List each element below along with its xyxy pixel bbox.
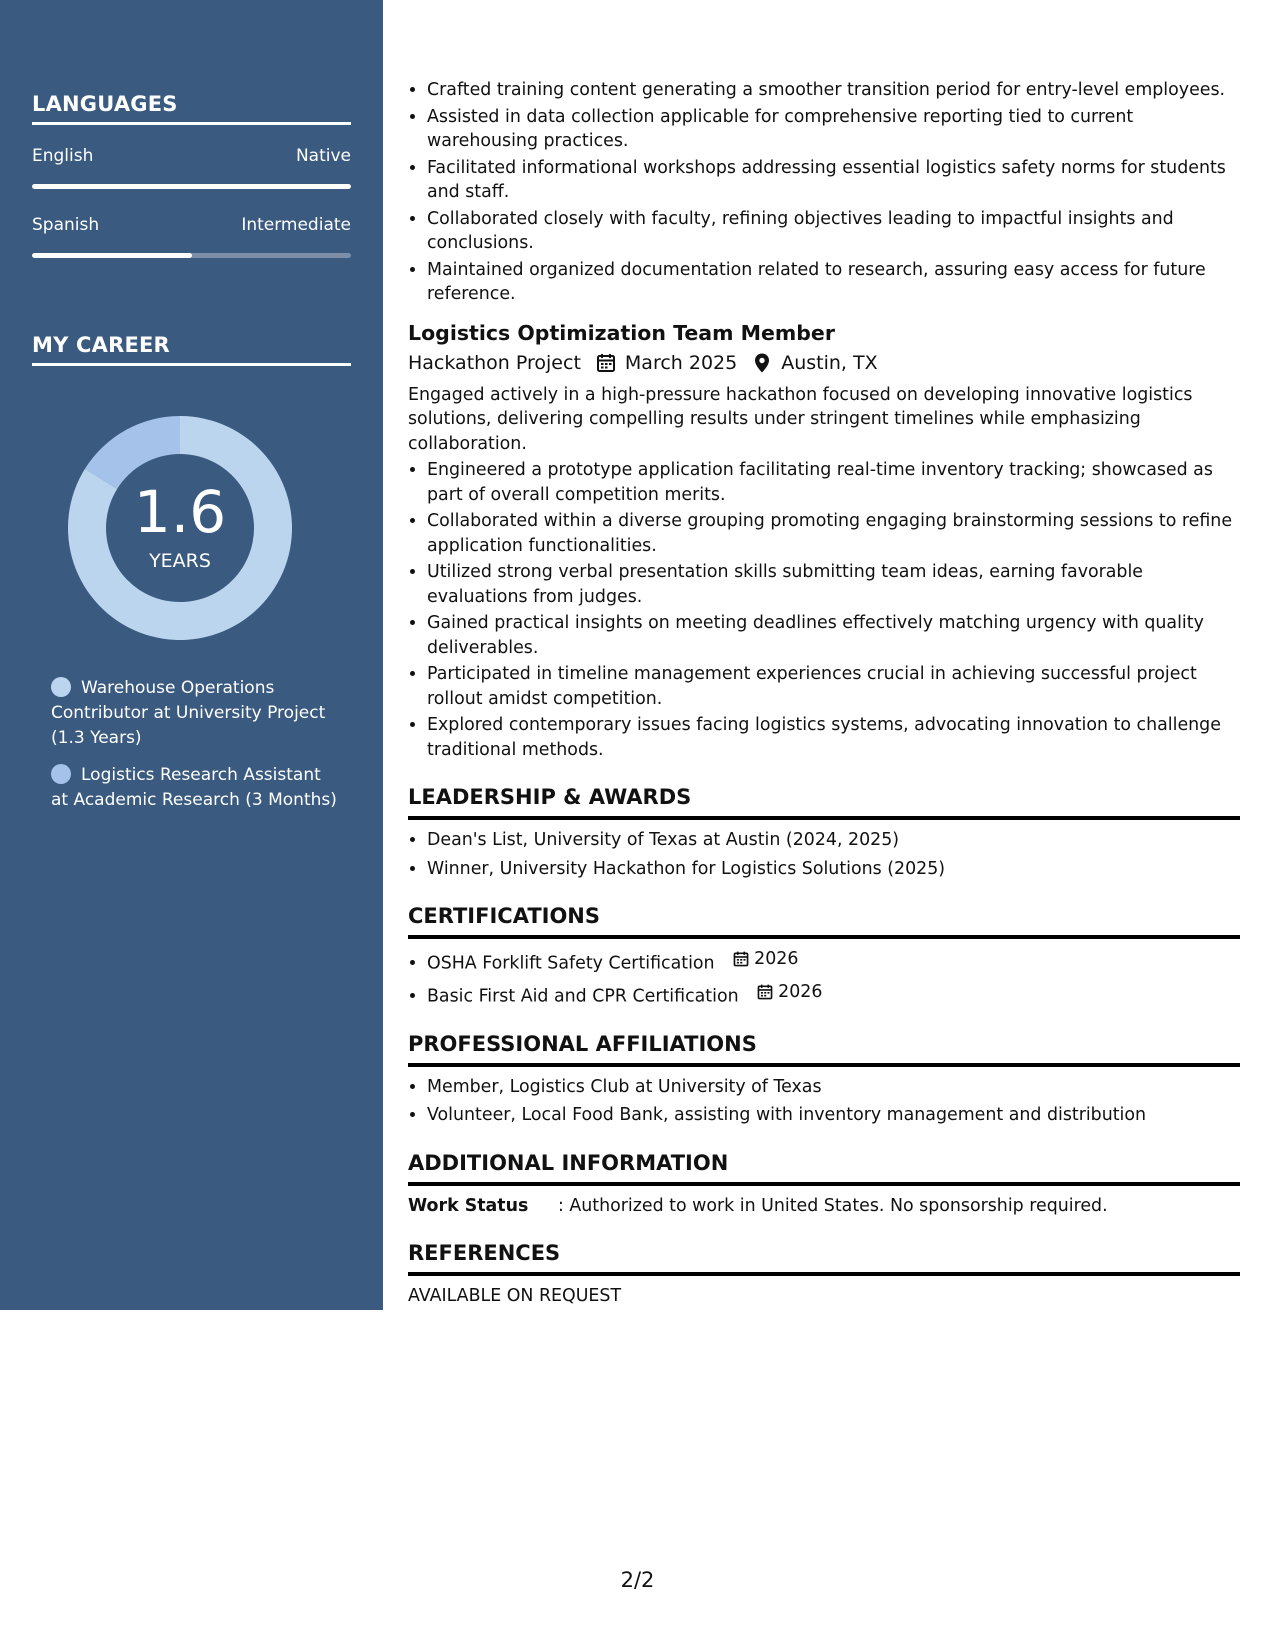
affiliation-item: • Volunteer, Local Food Bank, assisting with inventory management and distribution [427,1103,1240,1128]
previous-job-bullets [408,78,1240,307]
bullet-item: • Explored contemporary issues facing logistics systems, advocating innovation to challenge traditional methods. [427,713,1240,762]
career-total-years: 1.6 [133,478,227,546]
language-bar-fill [32,184,351,189]
job-meta [408,348,1240,378]
language-row-spanish [32,215,351,235]
legend-dot-icon [51,677,71,697]
certification-name: Basic First Aid and CPR Certification [427,986,739,1006]
bullet-item: • Maintained organized documentation related to research, assuring easy access for future reference. [427,258,1240,307]
references-heading: REFERENCES [408,1238,1240,1276]
career-legend-label: Warehouse Operations Contributor at University Project (1.3 Years) [51,678,326,748]
bullet-item: • Crafted training content generating a smoother transition period for entry-level employees. [427,78,1240,103]
job-company: Hackathon Project [408,351,581,374]
career-total-unit: YEARS [149,550,211,572]
page-number: 2/2 [620,1568,655,1592]
bullet-item: • Participated in timeline management experiences crucial in achieving successful project rollout amidst competition. [427,662,1240,711]
certifications-heading: CERTIFICATIONS [408,901,1240,939]
work-status-value: : Authorized to work in United States. No sponsorship required. [558,1195,1108,1216]
leadership-item: • Winner, University Hackathon for Logistics Solutions (2025) [427,857,1240,882]
certification-name: OSHA Forklift Safety Certification [427,953,715,974]
language-row-english [32,146,351,166]
additional-info-heading: ADDITIONAL INFORMATION [408,1148,1240,1186]
bullet-item: • Assisted in data collection applicable for comprehensive reporting tied to current warehousing practices. [427,105,1240,154]
certification-year: 2026 [778,981,823,1002]
certifications-list [408,947,1240,1009]
certification-item [427,980,1240,1009]
main-content [408,78,1240,1309]
job-date: March 2025 [624,351,738,374]
career-legend-item [51,763,341,813]
legend-dot-icon [51,764,71,784]
leadership-list [408,828,1240,881]
calendar-icon [595,352,617,374]
bullet-item: • Facilitated informational workshops addressing essential logistics safety norms for students and staff. [427,156,1240,205]
certification-item [427,947,1240,976]
language-name: Spanish [32,215,100,235]
certification-year: 2026 [754,949,799,969]
references-text: AVAILABLE ON REQUEST [408,1286,622,1306]
language-bar-english [32,184,351,189]
language-bar-spanish [32,253,351,258]
bullet-item: • Collaborated closely with faculty, refining objectives leading to impactful insights and conclusions. [427,207,1240,256]
job-title: Logistics Optimization Team Member [408,320,835,345]
career-legend [51,676,341,825]
job-location: Austin, TX [781,351,878,374]
affiliations-list [408,1075,1240,1128]
language-level: Native [295,146,351,166]
bullet-item: • Collaborated within a diverse grouping promoting engaging brainstorming sessions to refine application functionalities. [427,509,1240,558]
certification-date [732,947,798,972]
sidebar [0,0,383,1310]
language-level: Intermediate [241,215,351,235]
career-heading: MY CAREER [32,333,351,366]
affiliations-heading: PROFESSIONAL AFFILIATIONS [408,1029,1240,1067]
bullet-item: • Utilized strong verbal presentation skills submitting team ideas, earning favorable evaluations from judges. [427,560,1240,609]
language-name: English [32,146,94,166]
career-legend-item [51,676,341,751]
affiliation-item: • Member, Logistics Club at University of Texas [427,1075,1240,1100]
languages-heading: LANGUAGES [32,92,351,125]
calendar-icon [732,950,750,968]
leadership-heading: LEADERSHIP & AWARDS [408,782,1240,820]
job-bullets [408,458,1240,762]
bullet-item: • Gained practical insights on meeting deadlines effectively matching urgency with quality deliverables. [427,611,1240,660]
location-pin-icon [751,352,773,374]
career-legend-label: Logistics Research Assistant at Academic Research (3 Months) [51,765,337,810]
bullet-item: • Engineered a prototype application facilitating real-time inventory tracking; showcased as part of overall competition merits. [427,458,1240,507]
certification-date [756,980,822,1005]
language-bar-fill [32,253,192,258]
calendar-icon [756,983,774,1001]
job-description: Engaged actively in a high-pressure hackathon focused on developing innovative logistics solutions, delivering compelling results under stringent timelines while emphasizing collaboration. [408,384,1193,454]
leadership-item: • Dean's List, University of Texas at Austin (2024, 2025) [427,828,1240,853]
work-status-label: Work Status [408,1195,529,1216]
work-status-row [408,1194,1240,1219]
